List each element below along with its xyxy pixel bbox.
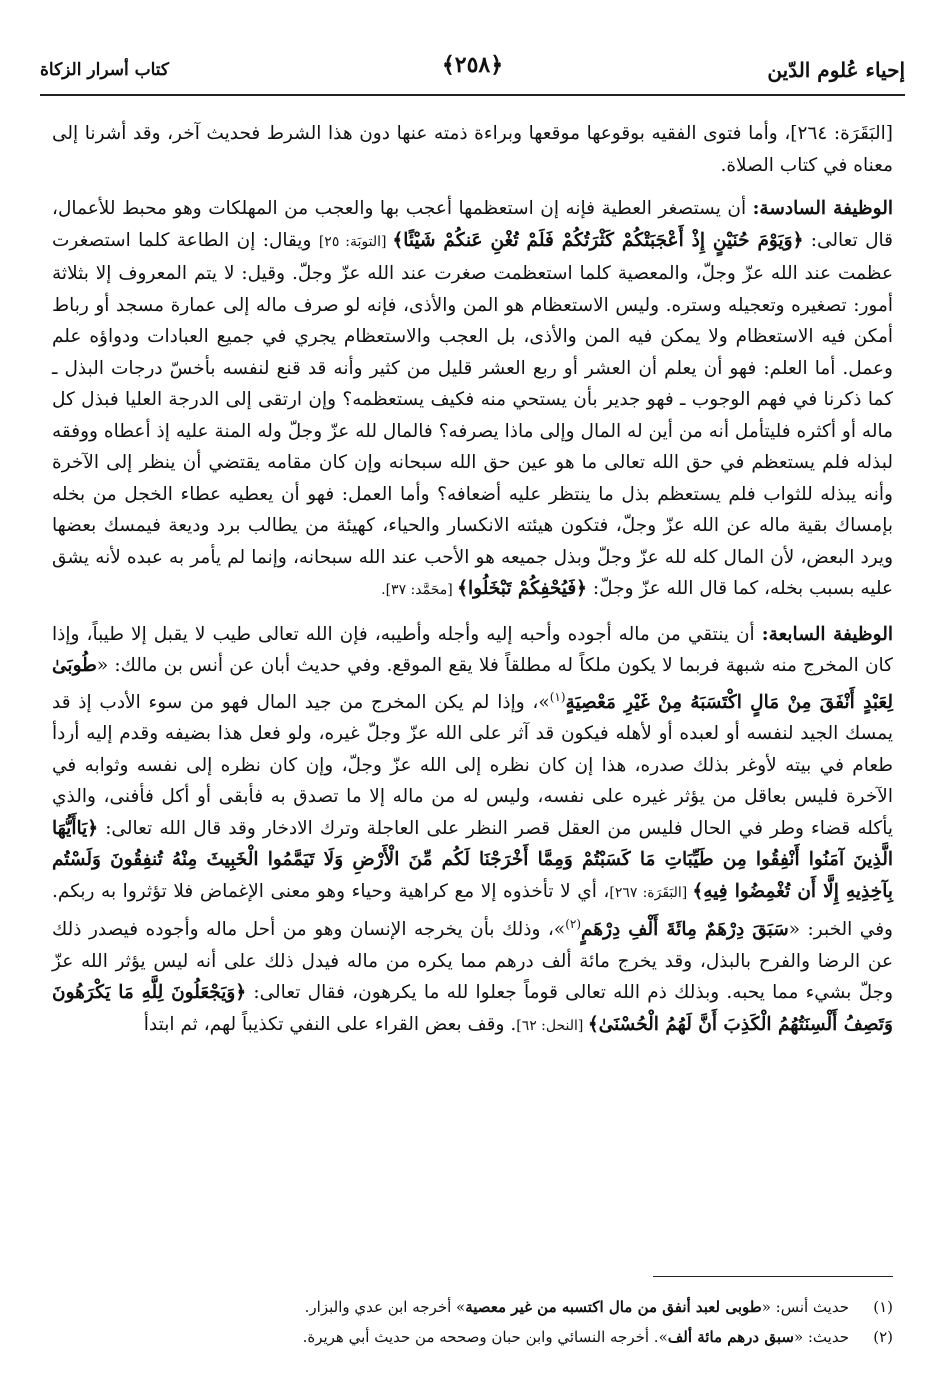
paragraph-lead: الوظيفة السابعة: [761,623,893,645]
paragraph-text: ، أي لا تأخذوه إلا مع كراهية وحياء وهو معنى الإغماض فلا تؤثروا به ربكم. وفي الخبر: « [52,880,893,941]
footnote-text [305,1292,849,1322]
page-header [40,46,905,96]
footnote-marker[interactable]: (١) [549,689,566,704]
verse-reference: [النحل: ٦٢] [516,1017,588,1034]
paragraph-text: أن يستصغر العطية فإنه إن استعظمها أعجب بها والعجب من المهلكات وهو محبط للأعمال، قال تعالى: [52,198,894,251]
paragraph-text: . وقف بعض القراء على النفي تكذيباً لهم، ثم ابتدأ [143,1013,517,1035]
verse-reference: [محَمَّد: ٣٧]. [381,582,458,598]
paragraph-text: »، وإذا لم يكن المخرج من جيد المال فهو من سوء الأدب إذ قد يمسك الجيد لنفسه أو لعبده أو لأهله فيكون قد آثر على الله عزّ وجلّ غيره، ولو فعل هذا بضيفه وقدم إليه أردأ طعام في بيته لأوغر بذلك صدره، هذا إن كان نظره إلى الله عزّ وجلّ، وإن كان نظره إلى نفسه وثوابه في الآخرة فليس بعاقل من يؤثر غيره على نفسه، وليس له من ماله إلا ما تصدق به فأبقى أو أكل فأفنى، والذي يأكله قضاء وطر في الحال فليس من العقل قصر النظر على العاجلة وترك الادخار وقد قال الله تعالى: [52,691,893,839]
footnote-prefix: حديث: « [793,1328,849,1346]
paragraph-text: ويقال: إن الطاعة كلما استصغرت عظمت عند الله عزّ وجلّ، والمعصية كلما استعظمت صغرت عند الله عزّ وجلّ. وقيل: لا يتم المعروف إلا بثلاثة أمور: تصغيره وتعجيله وستره. وليس الاستعظام هو المن والأذى، فإنه لو صرف ماله إلى عمارة مسجد أو رباط أمكن فيه الاستعظام ولا يمكن فيه المن والأذى، بل العجب والاستعظام يجري في جميع العبادات ودواؤه علم وعمل. أما العلم: فهو أن يعلم أن العشر أو ربع العشر قليل من كثير وأنه قد قنع لنفسه بأخسّ درجات البذل ـ كما ذكرنا في فهم الوجوب ـ فهو جدير بأن يستحي منه فكيف يستعظمه؟ وإن ارتقى إلى الدرجة العليا فبذل كل ماله أو أكثره فليتأمل أنه من أين له المال وإلى ماذا يصرفه؟ فالمال لله عزّ وجلّ وله المنة عليه إذ أعطاه ووفقه لبذله فلم يستعظم في حق الله تعالى ما هو عين حق الله سبحانه وإن كان مقامه يقتضي أن ينظر إلى الآخرة وأنه يبذله للثواب فلم يستعظم بذل ما ينتظر عليه أضعافه؟ وأما العمل: فهو أن يعطيه عطاء الخجل من بخله بإمساك بقية ماله عن الله عزّ وجلّ، فتكون هيئته الانكسار والحياء، كهيئة من يطالب برد وديعة فيمسك بعضها ويرد البعض، لأن المال كله لله عزّ وجلّ وبذل جميعه هو الأحب عند الله سبحانه، وإنما لم يأمر به عبده لأنه يشق عليه بسبب بخله، كما قال الله عزّ وجلّ: [52,229,893,599]
footnote-quote: سبق درهم مائة ألف [667,1328,794,1346]
footnote-number: (٢) [873,1328,893,1346]
paragraph-sixth-duty [52,193,893,607]
paragraph-continuation [52,118,893,181]
paragraph-text: أن ينتقي من ماله أجوده وأحبه إليه وأجله وأطيبه، فإن الله تعالى طيب لا يقبل إلا طيباً، وإذا كان المخرج منه شبهة فربما لا يكون ملكاً له مطلقاً فلا يقع الموقع. وفي حديث أبان عن أنس بن مالك: « [52,623,893,676]
quran-verse: ﴿وَيَجْعَلُونَ لِلَّهِ مَا يَكْرَهُونَ وَتَصِفُ أَلْسِنَتُهُمُ الْكَذِبَ أَنَّ لَهُمُ الْحُسْنَىٰ﴾ [52,982,893,1035]
footnotes [52,1292,893,1352]
verse-reference: [التوبَة: ٢٥] [318,233,393,250]
footnote-quote: طوبى لعبد أنفق من مال اكتسبه من غير معصية [465,1298,762,1316]
hadith-quote: سَبَقَ دِرْهَمٌ مِائَةَ أَلْفِ دِرْهَمٍ [581,919,789,941]
quran-verse: ﴿فَيُحْفِكُمْ تَبْخَلُوا﴾ [457,578,588,599]
page-number: ﴿٢٥٨﴾ [441,52,504,78]
footnote-text [303,1322,849,1352]
paragraph-seventh-duty [52,619,893,1043]
footnote [52,1292,893,1322]
hadith-quote: طُوبَىٰ لِعَبْدٍ أَنْفَقَ مِنْ مَالٍ اكْتَسَبَهُ مِنْ غَيْرِ مَعْصِيَةٍ [52,655,893,713]
footnote-source: ». أخرجه النسائي وابن حبان وصححه من حديث أبي هريرة. [302,1328,668,1346]
footnote [52,1322,893,1352]
footnote-prefix: حديث أنس: « [761,1298,849,1316]
book-title: إحياء عُلوم الدّين [767,58,905,82]
footnote-divider [653,1276,893,1277]
quran-verse: ﴿وَيَوْمَ حُنَيْنٍ إِذْ أَعْجَبَتْكُمْ كَثْرَتُكُمْ فَلَمْ تُغْنِ عَنكُمْ شَيْئًا﴾ [392,229,804,251]
footnote-number: (١) [873,1298,893,1316]
main-text [52,118,893,1054]
footnote-source: » أخرجه ابن عدي والبزار. [304,1298,466,1316]
section-title: كتاب أسرار الزكاة [40,60,169,80]
verse-reference: [البَقَرَة: ٢٦٧] [609,884,693,901]
footnote-marker[interactable]: (٢) [565,917,582,932]
paragraph-lead: الوظيفة السادسة: [752,198,893,219]
paragraph-text: »، وذلك بأن يخرجه الإنسان وهو من أحل ماله وأجوده فيصدر ذلك عن الرضا والفرح بالبذل، وقد يخرج مائة ألف درهم مما يكره من ماله فيدل ذلك على أنه ليس يؤثر الله عزّ وجلّ بشيء مما يحبه. وبذلك ذم الله تعالى قوماً جعلوا لله ما يكرهون، فقال تعالى: [52,919,893,1004]
paragraph-text: [البَقَرَة: ٢٦٤]، وأما فتوى الفقيه بوقوعها موقعها وبراءة ذمته عنها دون هذا الشرط فحديث آخر، وقد أشرنا إلى معناه في كتاب الصلاة. [52,123,894,176]
quran-verse: ﴿يَاأَيُّهَا الَّذِينَ آمَنُوا أَنْفِقُوا مِن طَيِّبَاتِ مَا كَسَبْتُمْ وَمِمَّا أَخْرَجْنَا لَكُم مِّنَ الْأَرْضِ وَلَا تَيَمَّمُوا الْخَبِيثَ مِنْهُ تُنفِقُونَ وَلَسْتُم بِآخِذِيهِ إِلَّا أَن تُغْمِضُوا فِيهِ﴾ [52,817,893,902]
